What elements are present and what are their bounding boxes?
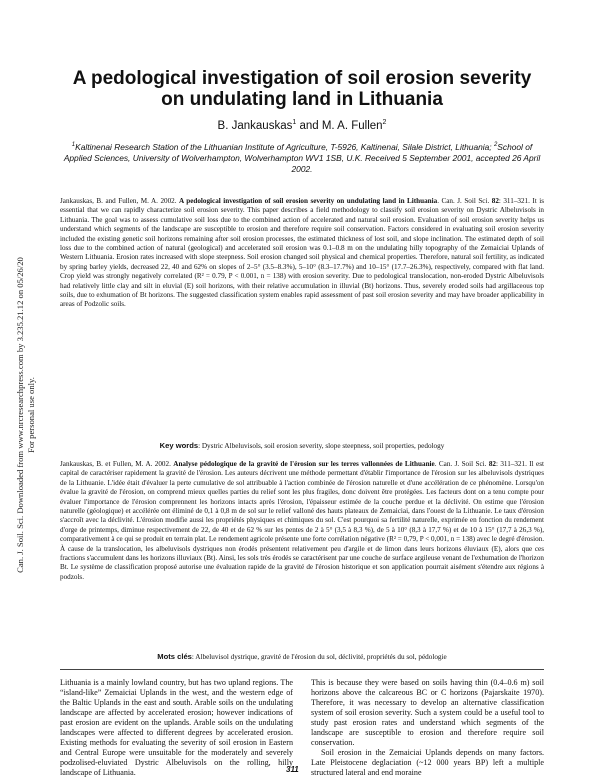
body-paragraph: Soil erosion in the Zemaiciai Uplands depends on many factors. Late Pleistocene deglaciation (~12 000 years BP) left a multiple structured lateral and end moraine: [311, 747, 544, 777]
affil-sup-2: 2: [493, 142, 498, 148]
article-title: A pedological investigation of soil erosion severity on undulating land in Lithuania: [72, 68, 532, 110]
abstract-fr-volume: 82: [488, 460, 496, 468]
abstract-en-title: A pedological investigation of soil erosion severity on undulating land in Lithuania: [179, 197, 438, 205]
author-2: and M. A. Fullen: [296, 119, 383, 132]
keywords-en-text: : Dystric Albeluvisols, soil erosion severity, slope steepness, soil properties, pedology: [198, 442, 445, 450]
author-1-sup: 1: [292, 119, 297, 126]
abstract-fr-title: Analyse pédologique de la gravité de l'érosion sur les terres vallonnées de Lithuanie: [173, 460, 435, 468]
abstract-en-volume: 82: [491, 197, 499, 205]
body-column-left: [60, 678, 293, 778]
keywords-fr-text: : Albeluvisol dystrique, gravité de l'érosion du sol, déclivité, propriétés du sol, pédologie: [191, 653, 447, 661]
keywords-fr-label: Mots clés: [157, 652, 192, 661]
affiliations: [60, 140, 544, 175]
authors: [60, 119, 544, 132]
abstract-en-body: : 311–321. It is essential that we can rapidly characterize soil erosion severity. This paper describes a field methodology to classify soil erosion severity on Dystric Albeluvisols in Lithuania. The goal was to assess cumulative soil loss due to the combined action of accelerated and natural soil erosion. Evaluation of soil erosion severity helps us understand which segments of the landscape are susceptible to erosion and therefore require soil conservation. Factors considered in evaluating soil erosion severity included the existing genetic soil horizons remaining after soil erosion processes, the estimated thickness of lost soil, and slope inclination. The estimated depth of soil loss due to the combined action of natural (geological) and accelerated soil erosion was 0.1–0.8 m on the undulating hilly topography of the Zemaiciai Uplands of Western Lithuania. Erosion rates increased with slope steepness. Soil erosion changed soil physical and chemical properties. Therefore, natural soil fertility, as indicated by spring barley yields, decreased 22, 40 and 62% on slopes of 2–5° (3.5–8.3%), 5–10° (8.3–17.7%) and 10–15° (17.7–26.3%), respectively, compared with flat land. Crop yield was strongly negatively correlated (R² = 0.79, P < 0.001, n = 138) with erosion severity. Due to pedological translocation, non-eroded Dystric Albeluvisols had relatively little clay and silt in eluvial (E) soil horizons, with their relative accumulation in illuvial (Bt) horizons. Thus, severely eroded soils had argillaceous top soils, due to exhumation of Bt horizons. The suggested classification system enables rapid assessment of past soil erosion severity and may have broader applicability in areas of Podzolic soils.: [60, 197, 544, 309]
download-notice-line2: For personal use only.: [26, 377, 36, 453]
abstract-fr-journal: . Can. J. Soil Sci.: [434, 460, 489, 468]
download-notice-line1: Can. J. Soil. Sci. Downloaded from www.nrcresearchpress.com by 3.235.21.12 on 05/26/20: [15, 257, 25, 573]
keywords-en-label: Key words: [159, 441, 199, 450]
body-paragraph: This is because they were based on soils having thin (0.4–0.6 m) soil horizons above the calcareous BC or C horizons (Pajarskaite 1970). Therefore, it was necessary to develop an alternative classification system of soil erosion severity. Such a system could be a useful tool to study past erosion rates and understand which segments of the landscape are susceptible to erosion and therefore require soil conservation.: [311, 678, 544, 747]
author-1: B. Jankauskas: [217, 119, 293, 132]
page-number: 311: [286, 765, 299, 774]
abstract-french: [60, 460, 544, 582]
download-notice: [6, 185, 46, 645]
abstract-en-journal: . Can. J. Soil Sci.: [437, 197, 492, 205]
abstract-english: [60, 197, 544, 310]
abstract-fr-lead: Jankauskas, B. et Fullen, M. A. 2002.: [60, 460, 174, 468]
section-divider: [60, 669, 544, 670]
abstract-fr-body: : 311–321. Il est capital de caractériser rapidement la gravité de l'érosion. Les auteurs décrivent une méthode permettant d'établir l'importance de l'érosion sur les albeluvisols dystriques de la Lithuanie. L'idée était d'évaluer la perte cumulative de sol attribuable à l'action combinée de l'érosion naturelle et d'une accélération de ce phénomène. Lorsqu'on évalue la gravité de l'érosion, on comprend mieux quelles parties du relief sont les plus fragiles, donc doivent être protégées. Les facteurs dont on a tenu compte pour évaluer l'importance de l'érosion comprennent les horizons intacts après l'érosion, l'épaisseur estimée de la couche perdue et la déclivité. On estime que l'érosion naturelle (géologique) et accélérée ont éliminé de 0,1 à 0,8 m de sol sur le relief valloné des hauts plateaux de Zemaiciai, dans l'ouest de la Lithuanie. Le taux d'érosion s'accroît avec la déclivité. L'érosion modifie aussi les propriétés physiques et chimiques du sol. C'est pourquoi sa fertilité naturelle, exprimée en fonction du rendement d'orge de printemps, diminue respectivement de 22, de 40 et de 62 % sur les pentes de 2 à 5° (3,5 à 8,3 %), de 5 à 10° (8,3 à 17,7 %) et de 10 à 15° (17,7 à 26,3 %), comparativement à ce qui se produit en terrain plat. Le rendement agricole présente une forte corrélation négative (R² = 0,79, P < 0,001, n = 138) avec le degré d'érosion. À cause de la translocation, les albeluvisols dystriques non érodés présentent relativement peu d'argile et de limon dans leurs horizons éluviaux (E), alors que ces fractions s'accumulent dans les horizons illuviaux (Bt). Ainsi, les sols très érodés se caractérisent par une couche de surface argileuse venant de l'exhumation de l'horizon Bt. Le système de classification proposé autorise une évaluation rapide de la gravité de l'érosion historique et son application pourrait aisément s'étendre aux régions à podzols.: [60, 460, 544, 581]
body-paragraph: Lithuania is a mainly lowland country, but has two upland regions. The “island-like” Zemaiciai Uplands in the west, and the western edge of the Baltic Uplands in the east and south. Arable soils on the undulating landscape are affected by accelerated erosion; however indications of past erosion are evident on the uplands. Arable soils on the undulating landscapes were affected to different degrees by accelerated erosion. Existing methods for evaluating the severity of soil erosion in Eastern and Central Europe were unsuitable for the moderately and severely podzolised-eluviated Dystric Albeluvisols on the rolling, hilly landscape of Lithuania.: [60, 678, 293, 777]
body-column-right: [311, 678, 544, 778]
affil-sup-1: 1: [71, 142, 76, 148]
keywords-french: [60, 652, 544, 662]
author-2-sup: 2: [382, 119, 387, 126]
abstract-en-lead: Jankauskas, B. and Fullen, M. A. 2002.: [60, 197, 179, 205]
keywords-english: [60, 441, 544, 451]
affil-text-1: Kaltinenai Research Station of the Lithuanian Institute of Agriculture, T-5926, Kaltinenai, Silale District, Lithuania;: [75, 141, 494, 152]
affil-text-2: School of Applied Sciences, University of Wolverhampton, Wolverhampton WV1 1SB, U.K. Received 5 September 2001, accepted 26 April 2002.: [63, 141, 541, 175]
